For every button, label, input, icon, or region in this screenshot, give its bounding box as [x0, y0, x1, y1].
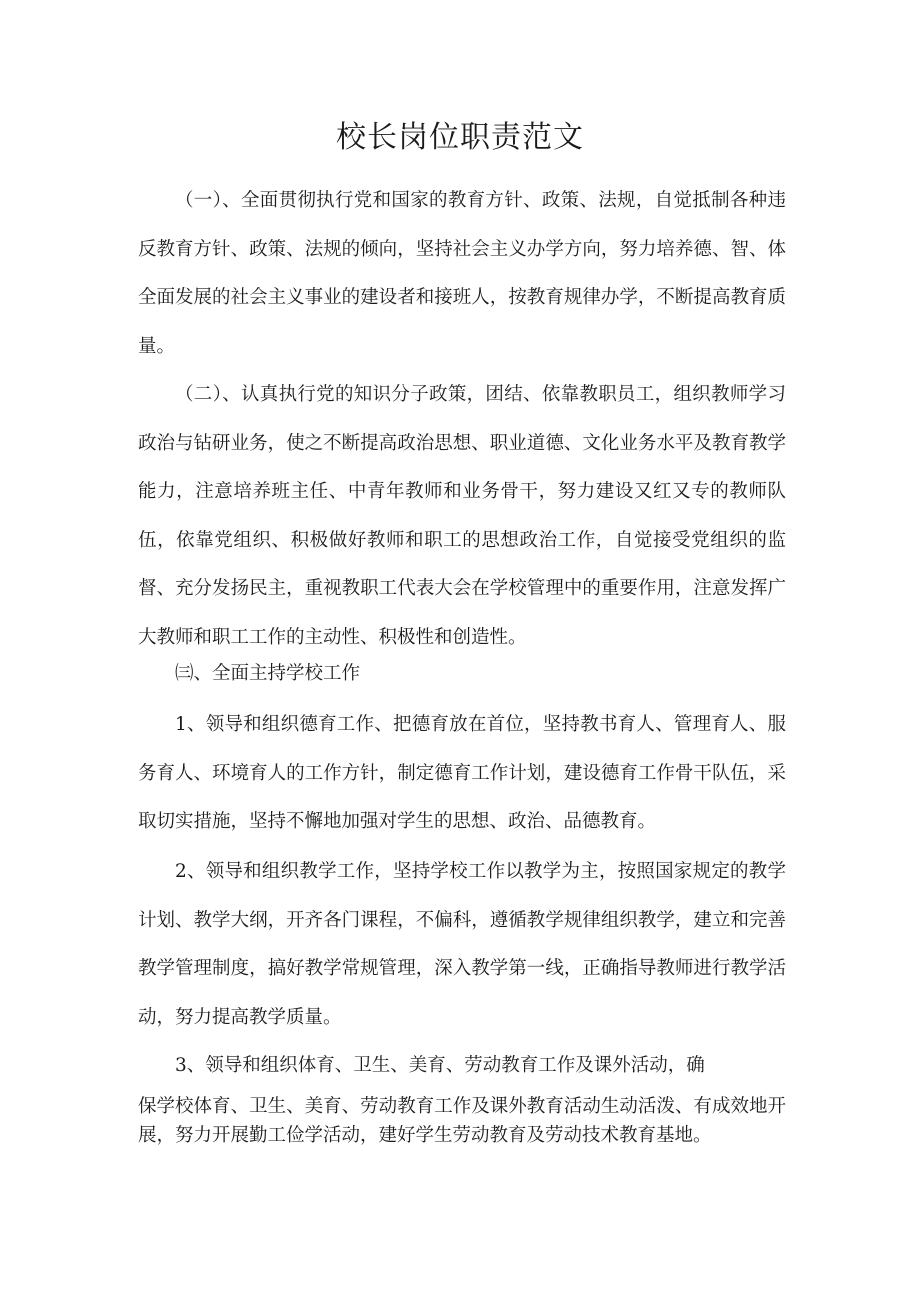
paragraph-6-first-line: 3、领导和组织体育、卫生、美育、劳动教育工作及课外活动，确: [175, 1055, 705, 1076]
paragraph-3-heading: ㈢、全面主持学校工作: [175, 663, 361, 684]
paragraph-2: （二）、认真执行党的知识分子政策，团结、依靠教职员工，组织教师学习政治与钻研业务，使之不断提高政治思想、职业道德、文化业务水平及教育教学能力，注意培养班主任、中青年教师和业务骨干，努力建设又红又专的教师队伍，依靠党组织、积极做好教师和职工的思想政治工作，自觉接受党组织的监督、充分发扬民主，重视教职工代表大会在学校管理中的重要作用，注意发挥广大教师和职工工作的主动性、积极性和创造性。: [138, 384, 786, 648]
paragraph-1: （一）、全面贯彻执行党和国家的教育方针、政策、法规，自觉抵制各种违反教育方针、政策、法规的倾向，坚持社会主义办学方向，努力培养德、智、体全面发展的社会主义事业的建设者和接班人，按教育规律办学，不断提高教育质量。: [138, 190, 786, 357]
document-title: 校长岗位职责范文: [336, 120, 584, 155]
paragraph-5: 2、领导和组织教学工作，坚持学校工作以教学为主，按照国家规定的教学计划、教学大纲，开齐各门课程，不偏科，遵循教学规律组织教学，建立和完善教学管理制度，搞好教学常规管理，深入教学第一线，正确指导教师进行教学活动，努力提高教学质量。: [138, 861, 786, 1028]
paragraph-6-continuation: 保学校体育、卫生、美育、劳动教育工作及课外教育活动生动活泼、有成效地开展，努力开展勤工俭学活动，建好学生劳动教育及劳动技术教育基地。: [138, 1096, 786, 1146]
paragraph-4: 1、领导和组织德育工作、把德育放在首位，坚持教书育人、管理育人、服务育人、环境育人的工作方针，制定德育工作计划，建设德育工作骨干队伍，采取切实措施，坚持不懈地加强对学生的思想、政治、品德教育。: [138, 714, 786, 832]
